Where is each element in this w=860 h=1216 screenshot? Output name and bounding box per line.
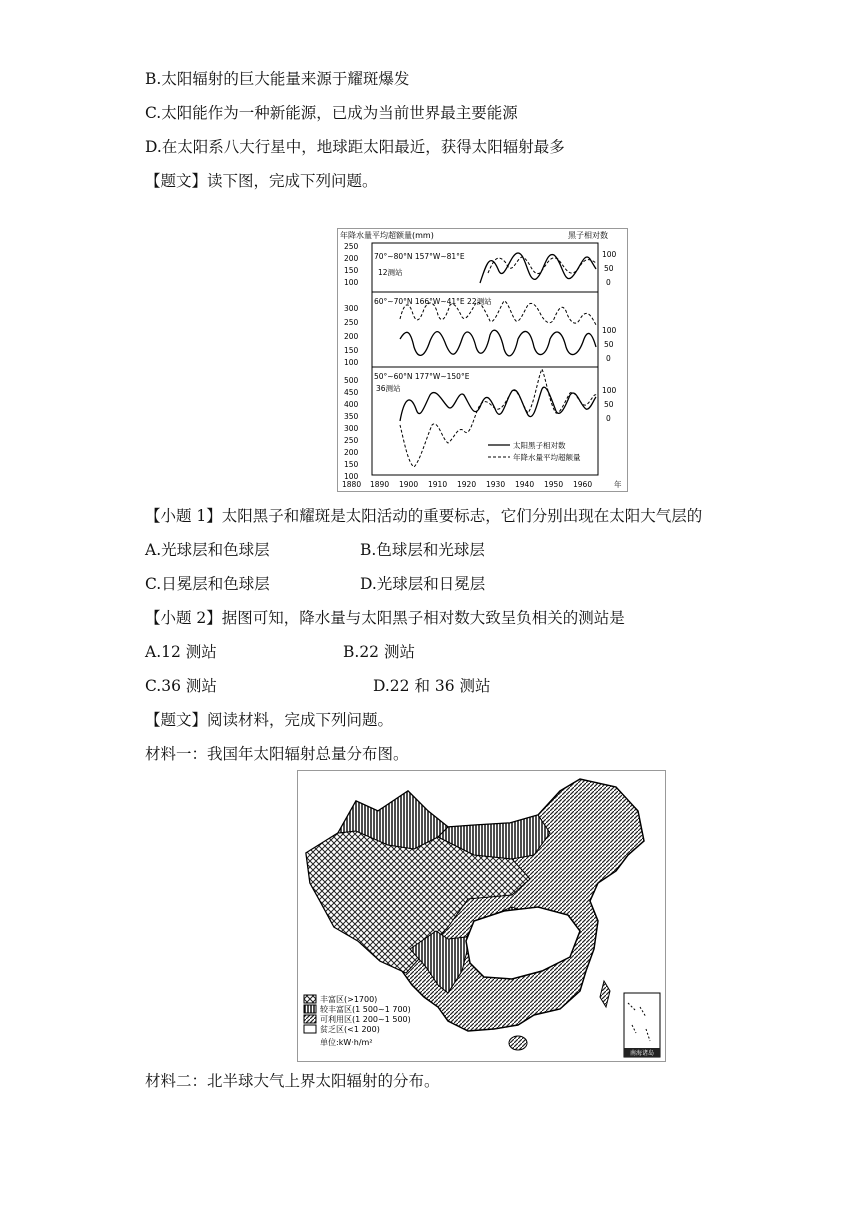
legend-swatch-fairly-rich	[304, 1005, 316, 1013]
q2-option-d: D.22 和 36 测站	[373, 677, 491, 695]
tick-label: 200	[344, 332, 359, 341]
x-axis-ticks	[342, 479, 622, 489]
question-1: 【小题 1】太阳黑子和耀斑是太阳活动的重要标志，它们分别出现在太阳大气层的	[145, 507, 703, 525]
tick-label: 450	[344, 388, 359, 397]
q1-option-d: D.光球层和日冕层	[360, 575, 486, 593]
tick-label: 1930	[486, 480, 506, 489]
legend-swatch-poor	[304, 1025, 316, 1033]
tick-label: 1960	[573, 480, 593, 489]
tick-label: 250	[344, 242, 359, 251]
panel1-station: 12测站	[378, 268, 403, 277]
question-stem-2: 【题文】阅读材料，完成下列问题。	[145, 711, 394, 729]
panel3-sunspot-line	[400, 387, 596, 421]
panel1-right-ticks	[602, 250, 617, 287]
tick-label: 150	[344, 346, 359, 355]
tick-label: 1940	[515, 480, 535, 489]
legend-unit: 单位:kW·h/m²	[320, 1038, 373, 1047]
tick-label: 1920	[457, 480, 477, 489]
tick-label: 0	[606, 354, 611, 363]
legend-fairly-rich: 较丰富区(1 500~1 700)	[320, 1005, 411, 1014]
question-stem-1: 【题文】读下图，完成下列问题。	[145, 172, 378, 190]
option-d-text: D.在太阳系八大行星中，地球距太阳最近，获得太阳辐射最多	[145, 138, 565, 156]
tick-label: 200	[344, 254, 359, 263]
x-axis-unit: 年	[614, 480, 622, 489]
panel3-right-ticks	[602, 386, 617, 423]
tick-label: 300	[344, 424, 359, 433]
tick-label: 300	[344, 304, 359, 313]
q1-option-c: C.日冕层和色球层	[145, 575, 270, 593]
tick-label: 400	[344, 400, 359, 409]
tick-label: 200	[344, 448, 359, 457]
q2-option-a: A.12 测站	[145, 643, 217, 661]
map-inset-label: 南海诸岛	[629, 1050, 655, 1057]
sunspot-precipitation-figure	[337, 228, 628, 492]
panel1-label: 70°~80°N 157°W~81°E	[374, 252, 465, 261]
panel2-left-ticks	[344, 304, 359, 367]
tick-label: 100	[344, 472, 359, 481]
material-2-label: 材料二：北半球大气上界太阳辐射的分布。	[145, 1072, 440, 1090]
map-hainan-island	[509, 1036, 527, 1050]
tick-label: 100	[602, 326, 617, 335]
tick-label: 150	[344, 460, 359, 469]
tick-label: 250	[344, 318, 359, 327]
tick-label: 100	[602, 250, 617, 259]
panel2-right-ticks	[602, 326, 617, 363]
tick-label: 100	[602, 386, 617, 395]
panel2-label: 60°~70°N 166°W~41°E 22测站	[374, 297, 492, 306]
panel3-left-ticks	[344, 376, 359, 481]
legend-sunspot: 太阳黑子相对数	[513, 441, 566, 450]
tick-label: 0	[606, 278, 611, 287]
tick-label: 150	[344, 266, 359, 275]
option-c-text: C.太阳能作为一种新能源，已成为当前世界最主要能源	[145, 104, 518, 122]
panel2-sunspot-line	[400, 330, 596, 356]
legend-swatch-usable	[304, 1015, 316, 1023]
tick-label: 50	[604, 264, 614, 273]
sunspot-chart-svg	[338, 229, 627, 491]
q2-option-b: B.22 测站	[343, 643, 415, 661]
map-taiwan-island	[600, 981, 610, 1007]
legend-rich: 丰富区(>1700)	[320, 995, 378, 1004]
tick-label: 350	[344, 412, 359, 421]
tick-label: 1890	[370, 480, 390, 489]
chart-title-left: 年降水量平均超额量(mm)	[340, 231, 434, 240]
question-2: 【小题 2】据图可知，降水量与太阳黑子相对数大致呈负相关的测站是	[145, 609, 625, 627]
material-1-label: 材料一：我国年太阳辐射总量分布图。	[145, 745, 409, 763]
tick-label: 1950	[544, 480, 564, 489]
tick-label: 0	[606, 414, 611, 423]
q2-option-c: C.36 测站	[145, 677, 217, 695]
map-inset-frame	[624, 993, 660, 1057]
tick-label: 100	[344, 278, 359, 287]
q1-option-a: A.光球层和色球层	[145, 541, 270, 559]
tick-label: 1900	[399, 480, 419, 489]
map-svg	[298, 771, 665, 1061]
legend-swatch-rich	[304, 995, 316, 1003]
tick-label: 1880	[342, 480, 362, 489]
option-b-text: B.太阳辐射的巨大能量来源于耀斑爆发	[145, 70, 410, 88]
legend-poor: 贫乏区(<1 200)	[320, 1025, 380, 1034]
map-legend	[304, 994, 411, 1047]
tick-label: 1910	[428, 480, 448, 489]
china-solar-radiation-map	[297, 770, 666, 1062]
panel3-label: 50°~60°N 177°W~150°E	[374, 372, 470, 381]
q1-option-b: B.色球层和光球层	[360, 541, 485, 559]
chart-title-right: 黑子相对数	[568, 231, 608, 240]
tick-label: 250	[344, 436, 359, 445]
tick-label: 50	[604, 400, 614, 409]
tick-label: 500	[344, 376, 359, 385]
legend-usable: 可利用区(1 200~1 500)	[320, 1015, 411, 1024]
tick-label: 100	[344, 358, 359, 367]
panel3-station: 36测站	[376, 384, 401, 393]
legend-precip: 年降水量平均超额量	[513, 453, 581, 462]
panel1-left-ticks	[344, 242, 359, 287]
tick-label: 50	[604, 340, 614, 349]
